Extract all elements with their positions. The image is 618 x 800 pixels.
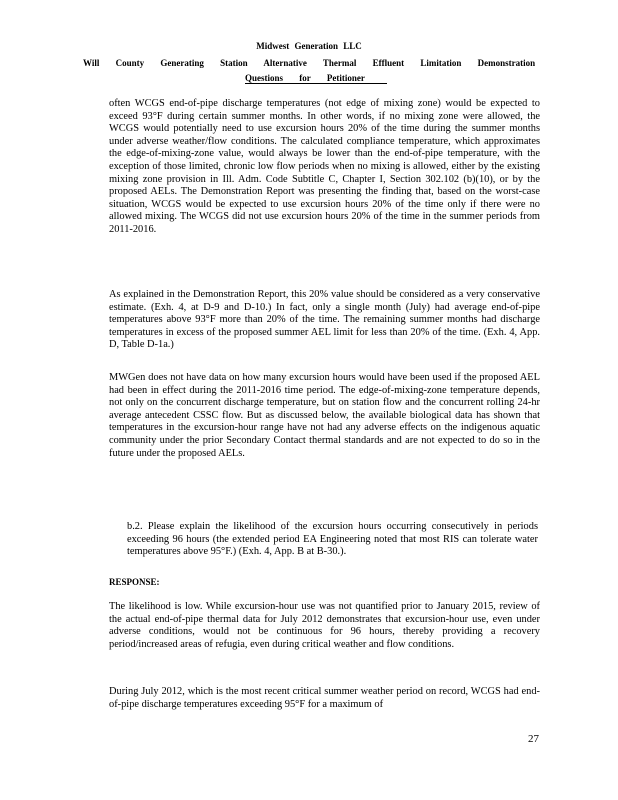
- response-label: RESPONSE:: [109, 577, 160, 587]
- header-subtitle: Questions for Petitioner: [245, 73, 387, 84]
- paragraph-response-july-2012: During July 2012, which is the most recent critical summer weather period on record, WCGS had end-of-pipe discharge temperatures exceeding 95°F for a maximum of: [109, 686, 540, 710]
- question-b2: b.2. Please explain the likelihood of the excursion hours occurring consecutively in periods exceeding 96 hours (the extended period EA Engineering noted that most RIS can tolerate water temperatures above 95°F.) (Exh. 4, App. B at B-30.).: [127, 521, 538, 558]
- paragraph-compliance-temperature: often WCGS end-of-pipe discharge temperatures (not edge of mixing zone) would be expected to exceed 93°F during certain summer months. In other words, if no mixing zone were allowed, the WCGS would potentially need to use excursion hours 20% of the time during the summer months under adverse weather/flow conditions. The calculated compliance temperature, which approximates the edge-of-mixing-zone value, would always be lower than the end-of-pipe temperature, with the exception of those limited, chronic low flow periods when no mixing is allowed, either by the existing mixing zone provision in Ill. Adm. Code Subtitle C, Chapter I, Section 302.102 (b)(10), or by the proposed AELs. The Demonstration Report was presenting the finding that, based on the worst-case situation, WCGS would be expected to use excursion hours 20% of the time only if there were no allowed mixing. The WCGS did not use excursion hours 20% of the time in the summer periods from 2011-2016.: [109, 98, 540, 235]
- header-title: Will County Generating Station Alternative Thermal Effluent Limitation Demonstration: [83, 58, 536, 68]
- paragraph-conservative-estimate: As explained in the Demonstration Report, this 20% value should be considered as a very conservative estimate. (Exh. 4, at D-9 and D-10.) In fact, only a single month (July) had average end-of-pipe temperatures above 93°F more than 20% of the time. The remaining summer months had discharge temperatures in excess of the proposed summer AEL limit for less than 20% of the time. (Exh. 4, App. D, Table D-1a.): [109, 289, 540, 351]
- page-number: 27: [528, 733, 539, 745]
- header-company: Midwest Generation LLC: [256, 41, 362, 51]
- paragraph-response-likelihood: The likelihood is low. While excursion-hour use was not quantified prior to January 2015, review of the actual end-of-pipe thermal data for July 2012 demonstrates that excursion-hour use, even under adverse conditions, would not be continuous for 96 hours, thereby providing a recovery period/increased areas of refugia, even during critical weather and flow conditions.: [109, 601, 540, 650]
- paragraph-excursion-data: MWGen does not have data on how many excursion hours would have been used if the proposed AEL had been in effect during the 2011-2016 time period. The edge-of-mixing-zone temperature depends, not only on the concurrent discharge temperature, but on station flow and the concurrent rolling 24-hr average antecedent CSSC flow. But as discussed below, the available biological data has shown that temperatures in the excursion-hour range have not had any adverse effects on the indigenous aquatic community under the prior Secondary Contact thermal standards and are not expected to do so in the future under the proposed AELs.: [109, 372, 540, 459]
